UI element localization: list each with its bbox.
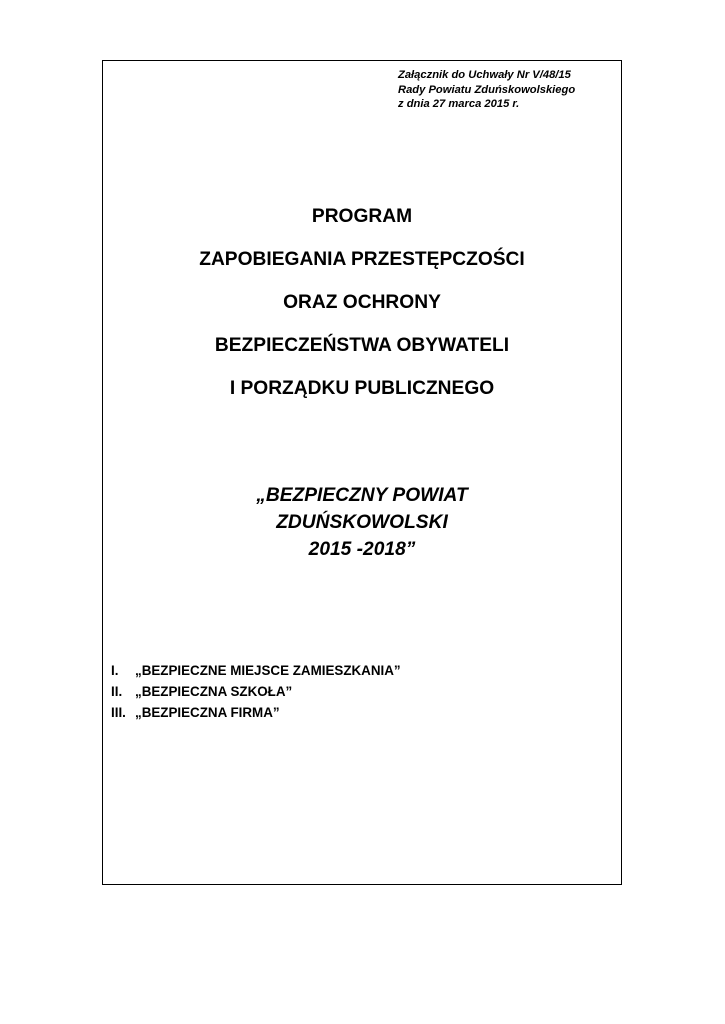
title-line: BEZPIECZEŃSTWA OBYWATELI: [214, 335, 510, 356]
section-list: [111, 660, 401, 723]
section-label: „BEZPIECZNE MIEJSCE ZAMIESZKANIA”: [135, 663, 401, 678]
section-label: „BEZPIECZNA FIRMA”: [135, 705, 280, 720]
title-line: PROGRAM: [311, 206, 413, 227]
subtitle-line: 2015 -2018”: [308, 539, 416, 560]
annex-line-date: z dnia 27 marca 2015 r.: [398, 98, 520, 110]
page-border-frame: [102, 60, 622, 885]
section-number: III.: [111, 705, 126, 720]
program-subtitle: [102, 482, 622, 563]
subtitle-line: ZDUŃSKOWOLSKI: [276, 512, 448, 533]
section-item: [111, 681, 401, 702]
annex-line-council: Rady Powiatu Zduńskowolskiego: [398, 83, 576, 96]
section-item: [111, 702, 401, 723]
title-line: ZAPOBIEGANIA PRZESTĘPCZOŚCI: [199, 249, 525, 270]
section-number: II.: [111, 684, 123, 699]
section-item: [111, 660, 401, 681]
subtitle-line: „BEZPIECZNY POWIAT: [256, 485, 468, 506]
title-line: I PORZĄDKU PUBLICZNEGO: [229, 378, 495, 399]
annex-line-resolution: Załącznik do Uchwały Nr V/48/15: [398, 69, 571, 81]
annex-note: [398, 68, 613, 112]
program-title: [102, 195, 622, 410]
section-label: „BEZPIECZNA SZKOŁA”: [135, 684, 293, 699]
section-number: I.: [111, 663, 119, 678]
title-line: ORAZ OCHRONY: [283, 292, 441, 313]
